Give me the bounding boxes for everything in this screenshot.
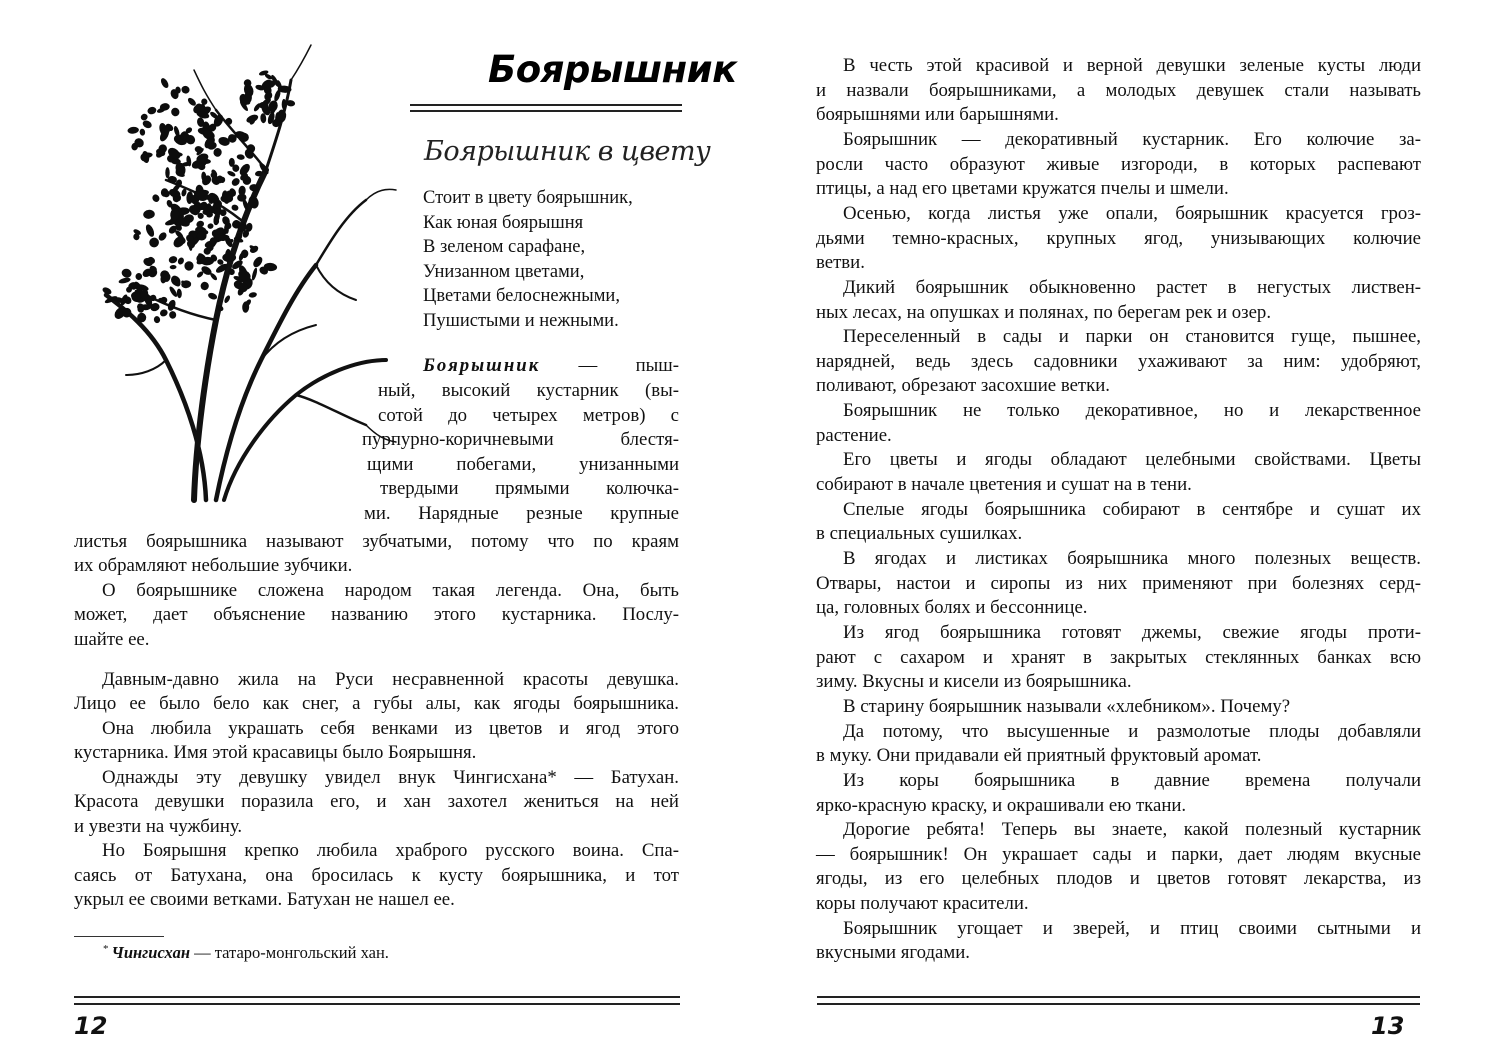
title-rule-top (410, 104, 682, 106)
text-line: щими побегами, унизанными (367, 454, 679, 475)
tree-leaf (140, 113, 149, 122)
text-line: Она любила украшать себя венками из цветов и ягод этого (102, 718, 679, 739)
poem-line: Как юная боярышня (423, 212, 584, 233)
text-line: кустарника. Имя этой красавицы было Боярышня. (74, 742, 477, 763)
text-line: птицы, а над его цветами кружатся пчелы и шмели. (816, 178, 1229, 200)
text-line: коры получают красители. (816, 893, 1029, 915)
text-line: В честь этой красивой и верной девушки зеленые кусты люди (843, 55, 1421, 76)
footnote (103, 943, 389, 963)
tree-leaf (157, 231, 168, 242)
text-line: Но Боярышня крепко любила храброго русского воина. Спа- (102, 840, 679, 861)
bottom-rule-bottom (74, 1003, 680, 1005)
tree-branch (316, 200, 366, 265)
text-line: ветви. (816, 252, 865, 274)
right-page (750, 0, 1499, 1045)
text-line: Боярышник угощает и зверей, и птиц своими сытными и (843, 917, 1421, 939)
text-line: ных лесах, на опушках и полянах, по берегам рек и озер. (816, 301, 1272, 323)
tree-leaf (200, 281, 209, 290)
text-line: Дикий боярышник обыкновенно растет в негустых листвен- (843, 276, 1421, 298)
poem-line: Стоит в цвету боярышник, (423, 188, 633, 208)
text-line: ягоды, из его целебных плодов и цветов готовят лекарства, из (816, 868, 1421, 890)
tree-leaf (207, 223, 214, 229)
text-line: Давным-давно жила на Руси несравненной красоты девушка. (102, 669, 679, 690)
tree-leaf (180, 85, 191, 95)
text-line: растение. (816, 424, 892, 446)
text-line: шайте ее. (74, 629, 150, 650)
text-line: Спелые ягоды боярышника собирают в сентябре и сушат их (843, 498, 1421, 520)
poem-line: Цветами белоснежными, (423, 286, 620, 306)
tree-leaf (222, 253, 236, 262)
text-line: Отвары, настои и сиропы из них применяют при болезнях серд- (816, 572, 1421, 594)
bottom-rule-top (74, 996, 680, 998)
text-line: поливают, обрезают засохшие ветки. (816, 375, 1111, 397)
text-line: может, дает объяснение названию этого кустарника. Послу- (74, 604, 679, 625)
intro-first-line-tail: — пыш- (540, 355, 679, 376)
tree-leaf (282, 99, 286, 110)
text-line: — боярышник! Он украшает сады и парки, дает людям вкусные (816, 843, 1421, 865)
text-line: Лицо ее было бело как снег, а губы алы, как ягоды боярышника. (74, 693, 679, 714)
tree-leaf (251, 267, 258, 281)
intro-term: Боярышник (423, 355, 541, 376)
tree-leaf (207, 292, 218, 301)
poem-line: Пушистыми и нежными. (423, 310, 619, 331)
text-line: Из коры боярышника в давние времена получали (843, 769, 1421, 791)
tree-leaf (141, 119, 153, 130)
tree-leaf (223, 294, 231, 303)
text-line: Боярышник не только декоративное, но и лекарственное (843, 400, 1421, 422)
tree-leaf (176, 288, 182, 298)
text-line: нарядней, ведь здесь садовники ухаживают за ним: удобряют, (816, 350, 1421, 372)
tree-leaf (170, 106, 181, 117)
page-number: 12 (74, 1012, 108, 1040)
text-line: саясь от Батухана, она бросилась к кусту боярышника, и тот (74, 865, 679, 886)
text-line: вкусными ягодами. (816, 942, 971, 964)
tree-branch (106, 295, 206, 500)
tree-branch (126, 360, 166, 375)
footnote-term: Чингисхан (111, 943, 190, 962)
tree-leaf (231, 204, 240, 212)
text-line: их обрамляют небольшие зубчики. (74, 555, 353, 576)
page-number: 13 (1371, 1012, 1405, 1040)
tree-leaf (151, 193, 161, 203)
tree-leaf (236, 154, 245, 161)
text-line: собирают в начале цветения и сушат на в тени. (816, 474, 1192, 496)
text-line: росли часто образуют живые изгороди, в которых распевают (816, 153, 1421, 175)
footnote-text: — татаро-монгольский хан. (190, 943, 389, 962)
tree-leaf (143, 209, 155, 219)
tree-leaf (120, 267, 133, 279)
tree-leaf (169, 311, 177, 319)
tree-leaf (118, 277, 131, 285)
tree-leaf (169, 274, 182, 288)
intro-first-line (423, 354, 679, 378)
poem (423, 186, 633, 333)
poem-line: Унизанном цветами, (423, 261, 585, 282)
text-line: сотой до четырех метров) с (378, 405, 679, 426)
text-line: Осенью, когда листья уже опали, боярышник красуется грoз- (843, 202, 1421, 224)
tree-leaf (139, 128, 146, 136)
text-line: рают с сахаром и хранят в закрытых стеклянных банках всю (816, 646, 1421, 668)
text-line: О боярышнике сложена народом такая легенда. Она, быть (102, 580, 679, 601)
tree-leaf (159, 77, 170, 89)
text-line: В ягодах и листиках боярышника много полезных веществ. (843, 548, 1421, 569)
tree-branch (366, 189, 396, 200)
chapter-title: Боярышник (488, 48, 737, 91)
bottom-rule-top (817, 996, 1420, 998)
hawthorn-tree-illustration (66, 40, 406, 520)
tree-branch (316, 265, 356, 300)
text-line: и увезти на чужбину. (74, 816, 243, 837)
title-rule-bottom (410, 110, 682, 112)
tree-leaf (168, 255, 178, 264)
text-line: Переселенный в сады и парки он становится гуще, пышнее, (843, 326, 1421, 348)
tree-leaf (135, 273, 142, 280)
text-line: ярко-красную краску, и окрашивали ею ткани. (816, 794, 1187, 816)
tree-leaf (165, 167, 169, 178)
text-line: укрыл ее своими ветками. Батухан не нашел ее. (74, 889, 455, 910)
text-line: Да потому, что высушенные и размолотые плоды добавляли (843, 720, 1421, 742)
tree-leaf (170, 265, 177, 270)
text-line: ный, высокий кустарник (вы- (378, 380, 679, 401)
text-line: дьями темно-красных, крупных ягод, унизывающих колючие (816, 227, 1421, 249)
tree-leaf (137, 313, 146, 323)
poem-line: В зеленом сарафане, (423, 237, 586, 257)
text-line: Из ягод боярышника готовят джемы, свежие ягоды проти- (843, 621, 1421, 643)
tree-leaf (230, 177, 241, 188)
tree-leaf (183, 260, 195, 272)
text-line: Боярышник — декоративный кустарник. Его колючие за- (843, 128, 1421, 150)
tree-branch (296, 395, 366, 425)
tree-branch (216, 265, 316, 500)
text-line: пурпурно-коричневыми блестя- (362, 429, 679, 450)
tree-branch (291, 45, 311, 80)
text-line: листья боярышника называют зубчатыми, потому что по краям (74, 531, 679, 552)
text-line: Его цветы и ягоды обладают целебными свойствами. Цветы (843, 449, 1421, 471)
tree-leaf (248, 292, 257, 299)
text-line: твердыми прямыми колючка- (380, 478, 679, 499)
tree-leaf (127, 126, 139, 134)
text-line: ми. Нарядные резные крупные (364, 503, 679, 524)
text-line: В старину боярышник называли «хлебником». Почему? (843, 695, 1291, 717)
text-line: зиму. Вкусны и кисели из боярышника. (816, 671, 1132, 693)
text-line: Дорогие ребята! Теперь вы знаете, какой полезный кустарник (843, 819, 1421, 841)
text-line: в муку. Они придавали ей приятный фруктовый аромат. (816, 745, 1262, 767)
tree-branch (194, 170, 266, 500)
tree-leaf (147, 106, 158, 116)
tree-leaf (159, 308, 169, 318)
text-line: Красота девушки поразила его, и хан захотел жениться на ней (74, 791, 679, 812)
footnote-rule (74, 936, 164, 937)
poem-title: Боярышник в цвету (424, 136, 711, 167)
bottom-rule-bottom (817, 1003, 1420, 1005)
text-line: и назвали боярышниками, а молодых девушек стали называть (816, 79, 1421, 101)
text-line: в специальных сушилках. (816, 523, 1023, 545)
footnote-mark: * (103, 943, 109, 955)
tree-leaf (144, 223, 156, 238)
tree-leaf (177, 256, 185, 265)
text-line: ца, головных болях и бессоннице. (816, 597, 1088, 619)
text-line: боярышнями или барышнями. (816, 104, 1059, 126)
text-line: Однажды эту девушку увидел внук Чингисхана* — Батухан. (102, 767, 679, 788)
tree-leaf (153, 316, 160, 324)
